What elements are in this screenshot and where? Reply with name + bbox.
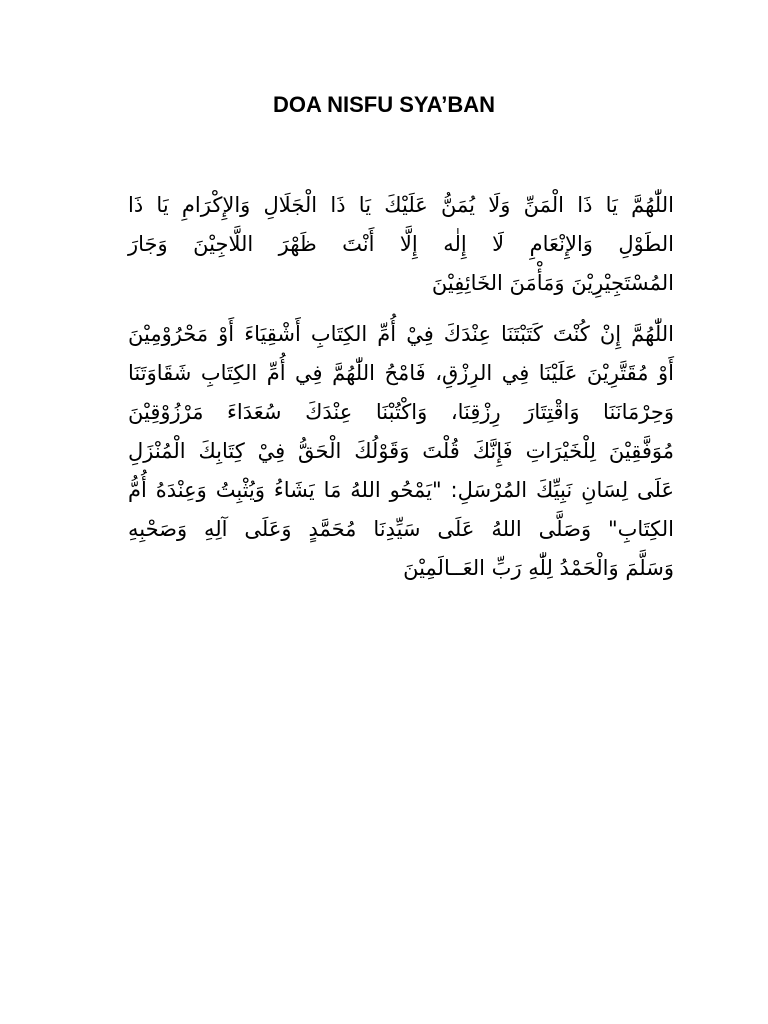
text-line: عَلَى لِسَانِ نَبِيِّكَ المُرْسَلِ: "يَمْحُو اللهُ مَا يَشَاءُ وَيُثْبِتُ وَعِنْدَهُ أُمُّ <box>128 478 674 502</box>
prayer-text <box>128 186 674 588</box>
paragraph-1 <box>128 186 674 303</box>
text-line: مُوَفَّقِيْنَ لِلْخَيْرَاتِ فَإِنَّكَ قُلْتَ وَقَوْلُكَ الْحَقُّ فِيْ كِتَابِكَ الْمُنْزَلِ <box>128 439 674 463</box>
text-line: اللّٰهُمَّ يَا ذَا الْمَنِّ وَلَا يُمَنُّ عَلَيْكَ يَا ذَا الْجَلَالِ وَالإِكْرَامِ يَا ذَا <box>128 193 674 217</box>
paragraph-2 <box>128 315 674 588</box>
text-line: وَحِرْمَانَنَا وَاقْتِتَارَ رِزْقِنَا، وَاكْتُبْنَا عِنْدَكَ سُعَدَاءَ مَرْزُوْقِيْنَ <box>128 400 674 424</box>
text-line: المُسْتَجِيْرِيْنَ وَمَأْمَنَ الخَائِفِيْنَ <box>431 271 674 295</box>
paragraph-spacer <box>128 303 674 315</box>
text-line: وَسَلَّمَ وَالْحَمْدُ لِلّٰهِ رَبِّ العَــالَمِيْنَ <box>403 556 674 580</box>
text-line: الطَوْلِ وَالإِنْعَامِ لَا إِلٰه إِلَّا أَنْتَ ظَهْرَ اللَّاجِيْنَ وَجَارَ <box>128 232 674 256</box>
text-line: اللّٰهُمَّ إِنْ كُنْتَ كَتَبْتَنَا عِنْدَكَ فِيْ أُمِّ الكِتَابِ أَشْقِيَاءَ أَوْ مَحْرُوْمِيْنَ <box>128 322 674 346</box>
text-line: أَوْ مُقَتَّرِيْنَ عَلَيْنَا فِي الرِزْقِ، فَامْحُ اللّٰهُمَّ فِي أُمِّ الكِتَابِ شَقَاوَتَنَا <box>128 361 674 385</box>
text-line: الكِتَابِ" وَصَلَّى اللهُ عَلَى سَيِّدِنَا مُحَمَّدٍ وَعَلَى آلِهِ وَصَحْبِهِ <box>128 517 674 541</box>
page-title: DOA NISFU SYA’BAN <box>272 92 496 117</box>
